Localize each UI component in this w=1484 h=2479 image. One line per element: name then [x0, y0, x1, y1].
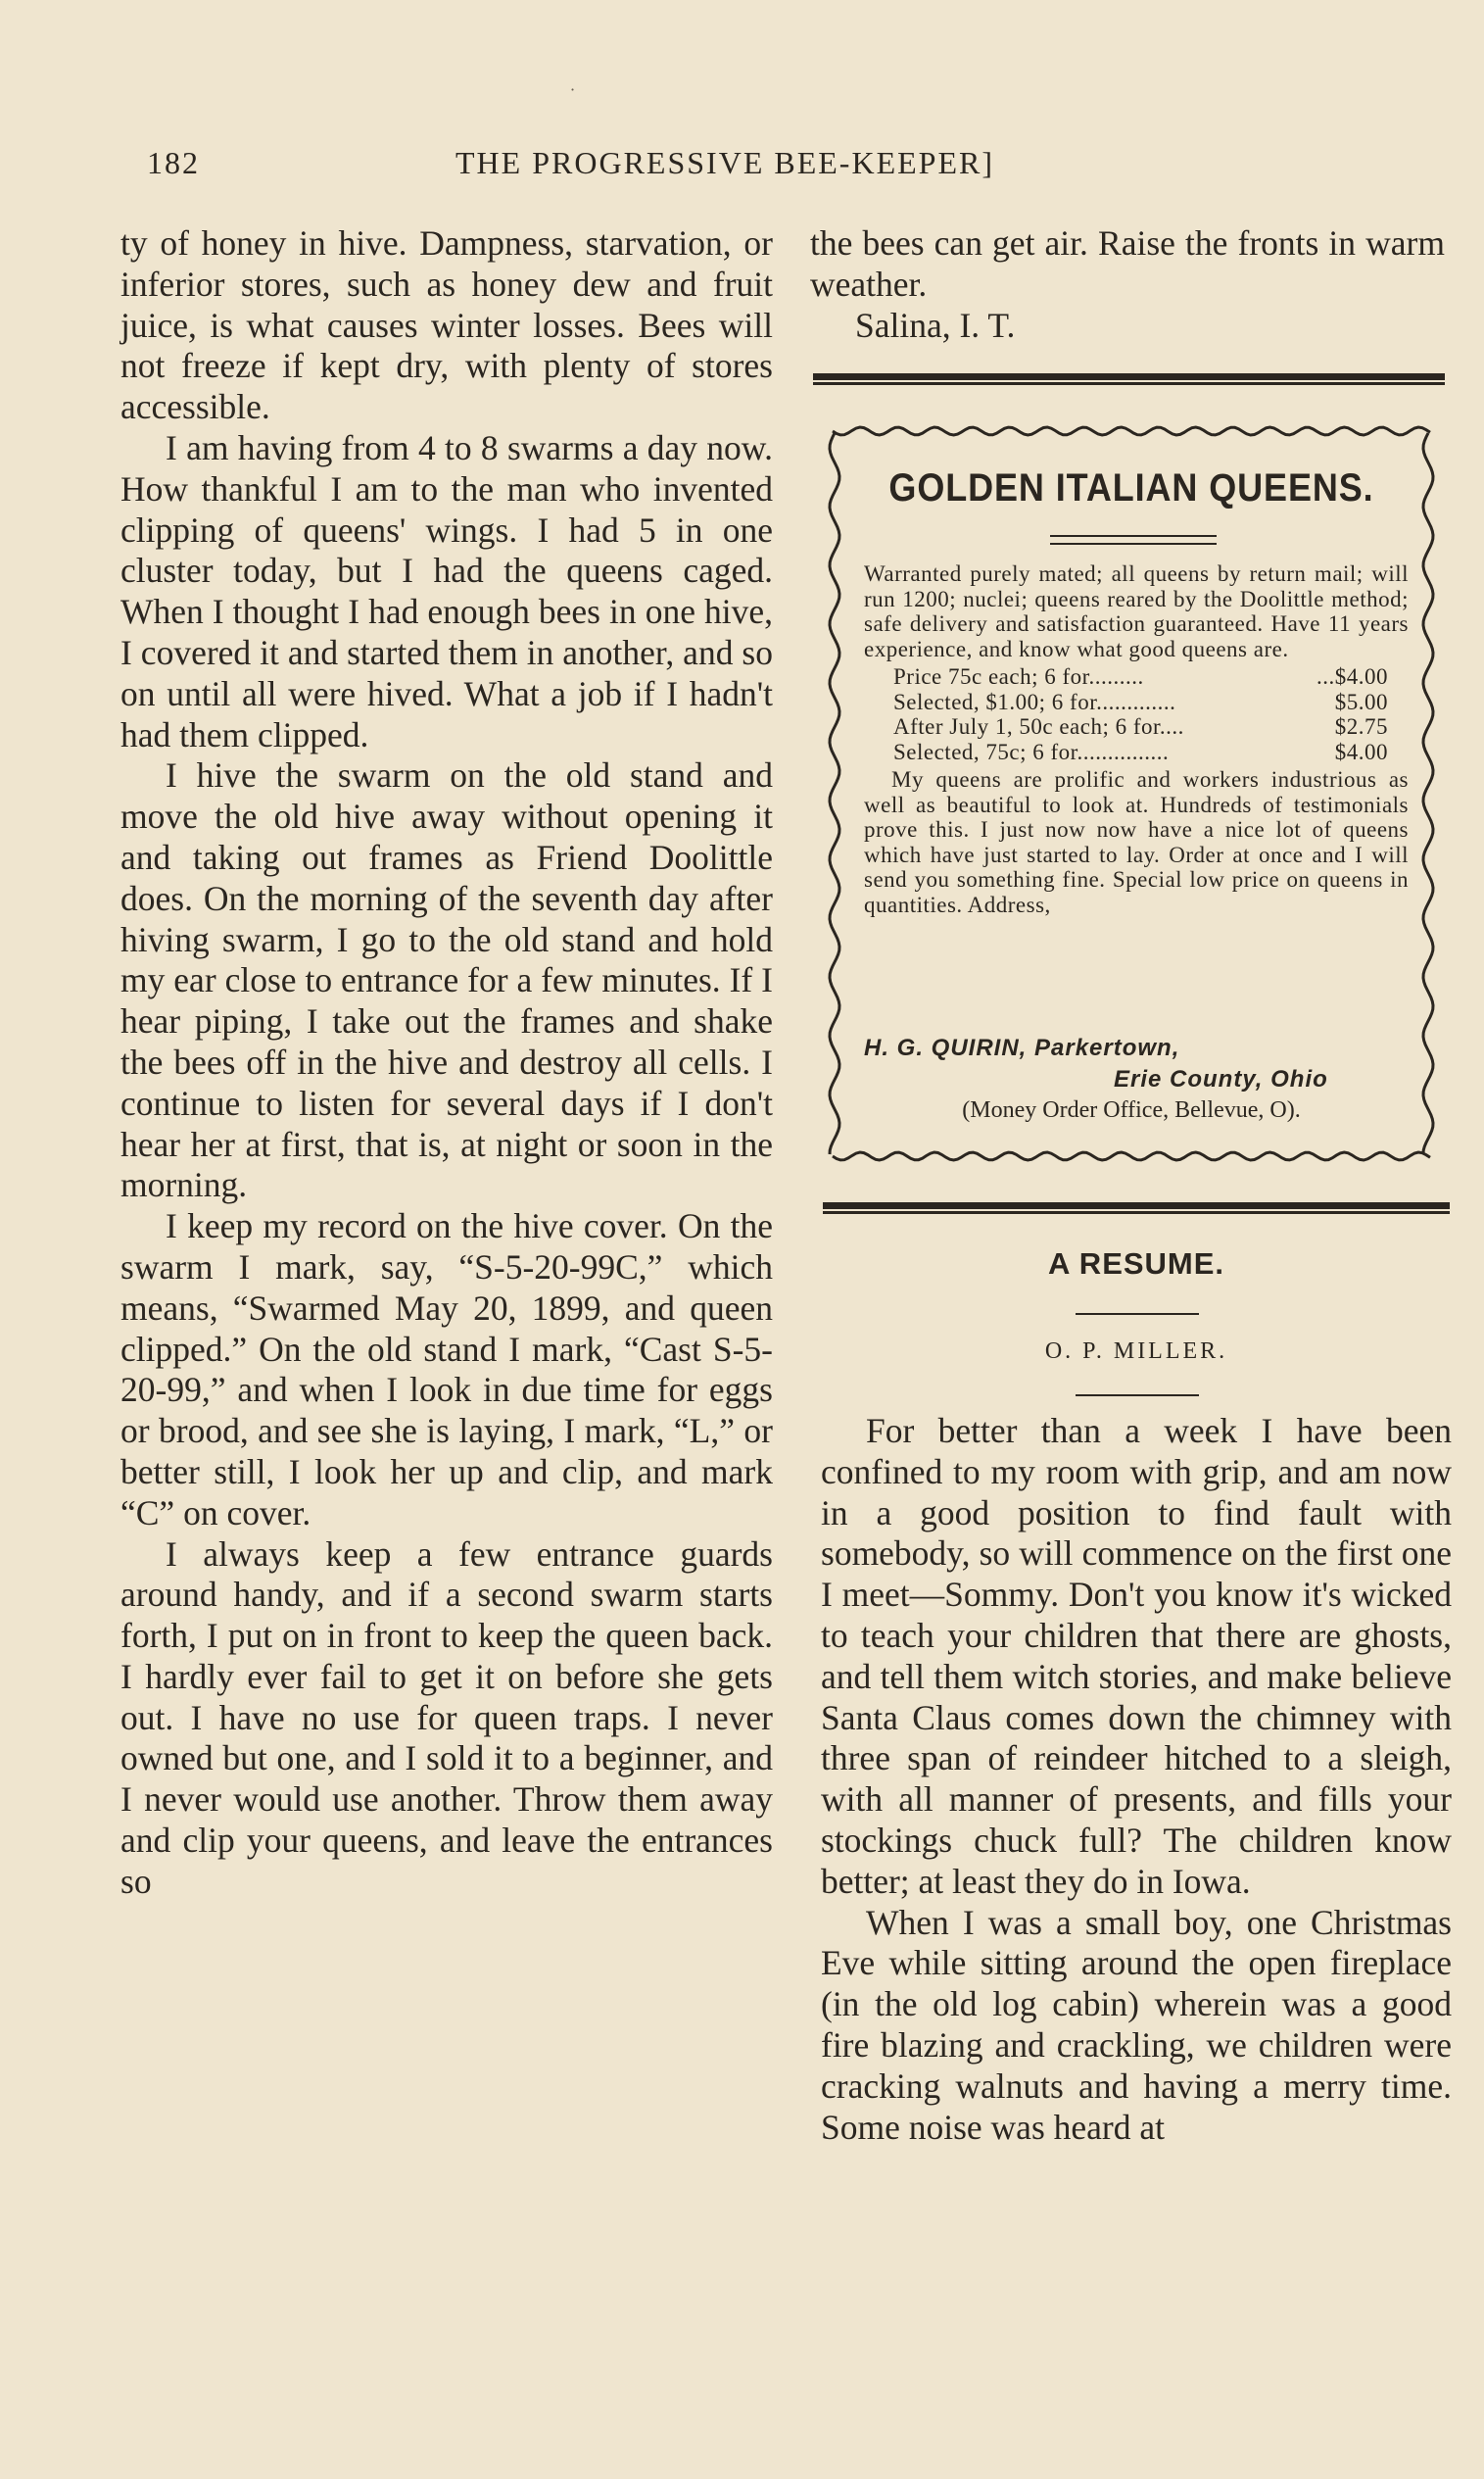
price-row	[893, 690, 1388, 715]
ad-body	[864, 561, 1409, 917]
advertisement-box	[823, 419, 1440, 1169]
ad-office: (Money Order Office, Bellevue, O).	[962, 1097, 1301, 1123]
right-column-top	[810, 223, 1445, 346]
price-value: $5.00	[1334, 689, 1388, 714]
title-rule	[1076, 1313, 1199, 1315]
article-byline: O. P. MILLER.	[1044, 1338, 1228, 1364]
paragraph: the bees can get air. Raise the fronts in warm weather.	[810, 223, 1445, 304]
article-title: A RESUME.	[1047, 1246, 1225, 1281]
price-row	[893, 714, 1388, 740]
signature-location: Salina, I. T.	[855, 305, 1016, 345]
paragraph: I am having from 4 to 8 swarms a day now. How thankful I am to the man who invented clipping of queens' wings. I had 5 in one cluster today, but I had the queens caged. When I thought I had enough bees in one hive, I covered it and started them in another, and so on until all were hived. What a job if I hadn't had them clipped.	[120, 427, 773, 754]
paragraph: ty of honey in hive. Dampness, starvation, or inferior stores, such as honey dew and fruit juice, is what causes winter losses. Bees will not freeze if kept dry, with plenty of stores accessible.	[120, 223, 773, 427]
ad-description: My queens are prolific and workers industrious as well as beautiful to look at. Hundreds of testimonials prove this. I just now now have a nice lot of queens which have just started to lay. Order at once and I will send you something fine. Special low price on queens in quantities. Address,	[864, 767, 1409, 917]
price-value: $2.75	[1334, 714, 1388, 739]
contact-county: Erie County, Ohio	[1114, 1066, 1328, 1093]
ad-title-rule	[1050, 535, 1217, 545]
left-column	[120, 223, 773, 1903]
article-body	[821, 1411, 1452, 2148]
price-value: ...$4.00	[1316, 664, 1388, 689]
paragraph: For better than a week I have been confined to my room with grip, and am now in a good position to find fault with somebody, so will commence on the first one I meet—Sommy. Don't you know it's wicked to teach your children that there are ghosts, and tell them witch stories, and make believe Santa Claus comes down the chimney with three span of reindeer hitched to a sleigh, with all manner of presents, and fills your stockings chuck full? The children know better; at least they do in Iowa.	[821, 1411, 1452, 1901]
byline-rule	[1076, 1394, 1199, 1396]
price-row	[893, 664, 1388, 690]
ad-title: GOLDEN ITALIAN QUEENS.	[888, 466, 1374, 510]
contact-name: H. G. QUIRIN, Parkertown,	[864, 1035, 1180, 1061]
print-speck: ·	[570, 80, 576, 99]
price-row	[893, 740, 1388, 765]
paragraph: When I was a small boy, one Christmas Eve while sitting around the open fireplace (in the old log cabin) wherein was a good fire blazing and crackling, we children were cracking walnuts and having a merry time. Some noise was heard at	[821, 1902, 1452, 2147]
price-item: Selected, $1.00; 6 for.............	[893, 689, 1176, 714]
price-item: After July 1, 50c each; 6 for....	[893, 714, 1184, 739]
paragraph: I keep my record on the hive cover. On the swarm I mark, say, “S-5-20-99C,” which means, “Swarmed May 20, 1899, and queen clipped.” On the old stand I mark, “Cast S-5-20-99,” and when I look in due time for eggs or brood, and see she is laying, I mark, “L,” or better still, I look her up and clip, and mark “C” on cover.	[120, 1206, 773, 1532]
ad-intro: Warranted purely mated; all queens by return mail; will run 1200; nuclei; queens reared by the Doolittle method; safe delivery and satisfaction guaranteed. Have 11 years experience, and know what good queens are.	[864, 561, 1409, 661]
page-number: 182	[147, 145, 200, 180]
price-item: Price 75c each; 6 for.........	[893, 664, 1144, 689]
price-item: Selected, 75c; 6 for...............	[893, 739, 1170, 764]
section-divider	[823, 1202, 1450, 1211]
section-divider	[813, 373, 1445, 382]
paragraph: I always keep a few entrance guards around handy, and if a second swarm starts forth, I put on in front to keep the queen back. I hardly ever fail to get it on before she gets out. I have no use for queen traps. I never owned but one, and I sold it to a beginner, and I never would use another. Throw them away and clip your queens, and leave the entrances so	[120, 1533, 773, 1901]
page-header	[147, 145, 1450, 194]
paragraph: I hive the swarm on the old stand and move the old hive away without opening it and taking out frames as Friend Doolittle does. On the morning of the seventh day after hiving swarm, I go to the old stand and hold my ear close to entrance for a few minutes. If I hear piping, I take out the frames and shake the bees off in the hive and destroy all cells. I continue to listen for several days if I don't hear her at first, that is, at night or soon in the morning.	[120, 755, 773, 1205]
price-value: $4.00	[1334, 739, 1388, 764]
price-list	[893, 664, 1409, 764]
running-title: THE PROGRESSIVE BEE-KEEPER]	[455, 145, 994, 180]
